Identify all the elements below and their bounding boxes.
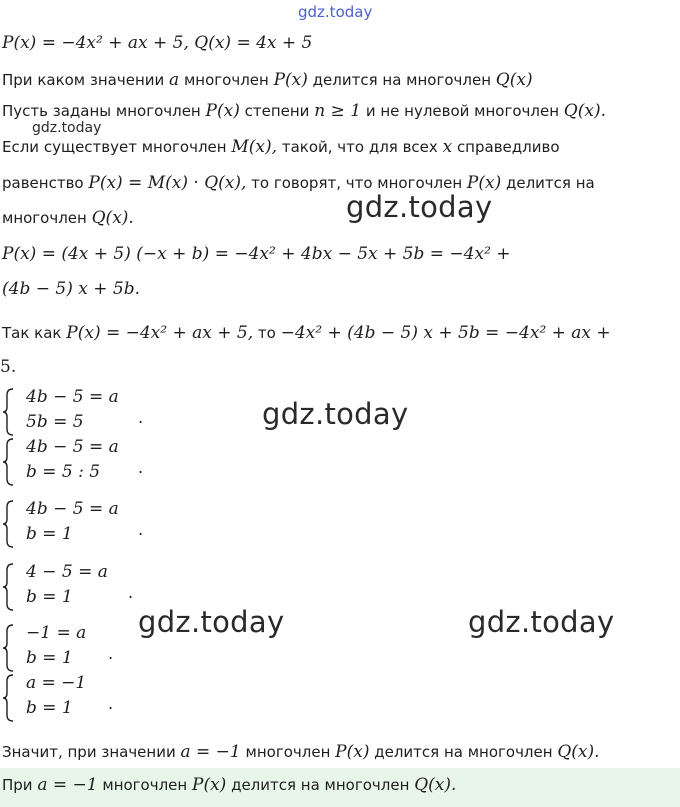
def2-text-2: такой, что для всех: [281, 138, 438, 156]
def1-text-1: Пусть заданы многочлен: [2, 102, 201, 120]
comparison-eq1: P(x) = −4x² + ax + 5,: [66, 323, 254, 343]
system-equation: b = 1: [26, 524, 73, 544]
system-brace: [2, 500, 14, 548]
definition-line-3: [2, 171, 595, 195]
answer-q: Q(x).: [414, 775, 457, 795]
system-brace: [2, 563, 14, 611]
answer-line: [2, 775, 456, 795]
system-equation: a = −1: [26, 673, 87, 693]
system-equation: 4b − 5 = a: [26, 387, 119, 407]
watermark-1: gdz.today: [346, 190, 493, 224]
def1-p: P(x): [205, 101, 240, 121]
def1-q: Q(x).: [563, 101, 606, 121]
system-dot: .: [138, 408, 144, 427]
system-equation: b = 1: [26, 648, 73, 668]
problem-formula: P(x) = −4x² + ax + 5, Q(x) = 4x + 5: [2, 33, 313, 53]
conclusion-text-1: Значит, при значении: [2, 743, 176, 761]
def3-eq: P(x) = M(x) · Q(x),: [88, 173, 247, 193]
def1-text-3: и не нулевой многочлен: [365, 102, 560, 120]
def3-text-1: равенство: [2, 174, 84, 192]
conclusion-eq: a = −1: [180, 742, 241, 762]
comparison-line: [2, 321, 611, 345]
system-dot: .: [138, 520, 144, 539]
expansion-line-2: (4b − 5) x + 5b.: [2, 279, 140, 299]
system-brace: [2, 674, 14, 722]
answer-text-2: многочлен: [102, 776, 188, 794]
conclusion-text-2: многочлен: [245, 743, 331, 761]
system-brace: [2, 624, 14, 672]
answer-p: P(x): [192, 775, 227, 795]
def3-text-3: делится на: [506, 174, 595, 192]
watermark-small: gdz.today: [32, 120, 102, 136]
conclusion-text-3: делится на многочлен: [374, 743, 553, 761]
def4-q: Q(x).: [91, 208, 134, 228]
question-q: Q(x): [495, 70, 533, 90]
comparison-eq2: −4x² + (4b − 5) x + 5b = −4x² + ax +: [280, 323, 611, 343]
watermark-3: gdz.today: [138, 605, 285, 639]
conclusion-p: P(x): [335, 742, 370, 762]
def1-text-2: степени: [244, 102, 310, 120]
watermark-top: gdz.today: [298, 3, 373, 21]
answer-text-1: При: [2, 776, 33, 794]
question-line: [2, 68, 533, 92]
def2-x: x: [442, 137, 453, 157]
system-dot: .: [108, 694, 114, 713]
def3-text-2: то говорят, что многочлен: [251, 174, 463, 192]
expansion-line-1: P(x) = (4x + 5) (−x + b) = −4x² + 4bx − 5x + 5b = −4x² +: [2, 244, 511, 264]
system-brace: [2, 438, 14, 486]
conclusion-line: [2, 740, 600, 764]
watermark-4: gdz.today: [468, 605, 615, 639]
definition-line-1: [2, 99, 606, 123]
comparison-text-2: то: [257, 324, 276, 342]
definition-line-2: [2, 135, 560, 159]
comparison-tail: 5.: [0, 357, 17, 377]
system-equation: 4b − 5 = a: [26, 437, 119, 457]
system-equation: 4b − 5 = a: [26, 499, 119, 519]
system-dot: .: [128, 583, 134, 602]
question-var: a: [169, 70, 180, 90]
watermark-2: gdz.today: [262, 397, 409, 431]
system-dot: .: [108, 644, 114, 663]
question-text-2: многочлен: [183, 71, 269, 89]
def2-text-3: справедливо: [456, 138, 560, 156]
conclusion-q: Q(x).: [557, 742, 600, 762]
def1-n: n ≥ 1: [314, 101, 362, 121]
def2-text-1: Если существует многочлен: [2, 138, 227, 156]
system-equation: b = 1: [26, 587, 73, 607]
system-equation: −1 = a: [26, 623, 87, 643]
question-text-3: делится на многочлен: [312, 71, 491, 89]
system-equation: 5b = 5: [26, 412, 84, 432]
answer-box: [0, 768, 680, 807]
answer-text-3: делится на многочлен: [231, 776, 410, 794]
comparison-text-1: Так как: [2, 324, 62, 342]
system-equation: b = 1: [26, 698, 73, 718]
system-brace: [2, 388, 14, 436]
question-text-1: При каком значении: [2, 71, 165, 89]
question-p: P(x): [273, 70, 308, 90]
def4-text-1: многочлен: [2, 209, 87, 227]
system-dot: .: [138, 458, 144, 477]
system-equation: 4 − 5 = a: [26, 562, 108, 582]
def2-m: M(x),: [231, 137, 278, 157]
answer-eq: a = −1: [37, 775, 98, 795]
def3-p: P(x): [466, 173, 502, 193]
system-equation: b = 5 : 5: [26, 462, 101, 482]
definition-line-4: [2, 206, 134, 230]
